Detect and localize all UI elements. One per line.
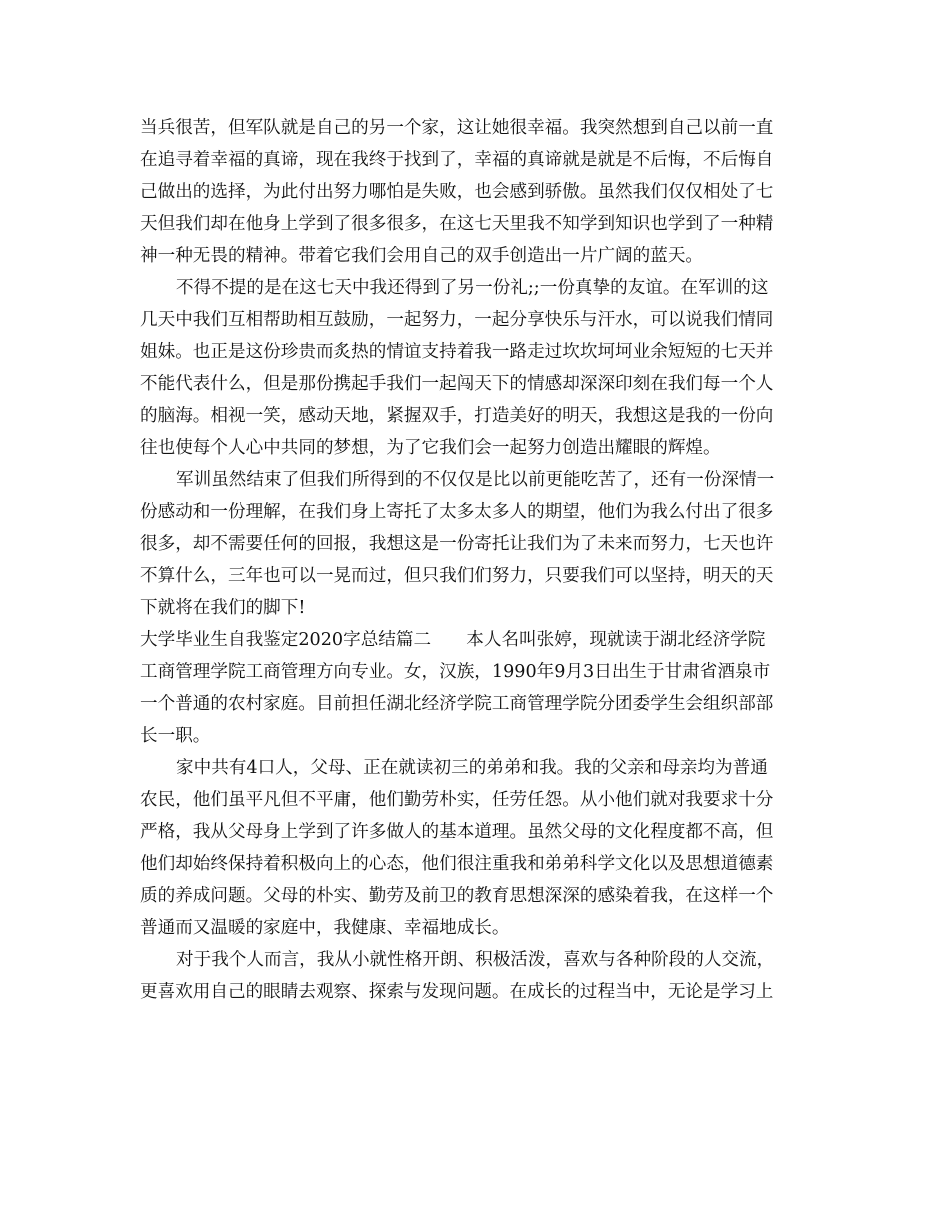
text-line: 在追寻着幸福的真谛，现在我终于找到了，幸福的真谛就是就是不后悔，不后悔自 (140, 150, 774, 170)
text-line: 的脑海。相视一笑，感动天地，紧握双手，打造美好的明天，我想这是我的一份向 (140, 406, 774, 426)
document-body (140, 112, 812, 1008)
text-line: 农民，他们虽平凡但不平庸，他们勤劳朴实，任劳任怨。从小他们就对我要求十分 (140, 790, 774, 810)
text-line: 姐妹。也正是这份珍贵而炙热的情谊支持着我一路走过坎坎坷坷业余短短的七天并 (140, 342, 774, 362)
text-line: 份感动和一份理解，在我们身上寄托了太多太多人的期望，他们为我么付出了很多 (140, 502, 774, 522)
text-line: 一个普通的农村家庭。目前担任湖北经济学院工商管理学院分团委学生会组织部部 (140, 694, 774, 714)
text-line: 普通而又温暖的家庭中，我健康、幸福地成长。 (140, 918, 510, 938)
text-line: 他们却始终保持着积极向上的心态，他们很注重我和弟弟科学文化以及思想道德素 (140, 854, 774, 874)
text-line: 下就将在我们的脚下! (140, 598, 306, 618)
text-line: 神一种无畏的精神。带着它我们会用自己的双手创造出一片广阔的蓝天。 (140, 246, 704, 266)
text-line: 不能代表什么，但是那份携起手我们一起闯天下的情感却深深印刻在我们每一个人 (140, 374, 774, 394)
text-line: 很多，却不需要任何的回报，我想这是一份寄托让我们为了未来而努力，七天也许 (140, 534, 774, 554)
paragraph-start-line: 军训虽然结束了但我们所得到的不仅仅是比以前更能吃苦了，还有一份深情一 (176, 470, 775, 490)
paragraph-start-line: 对于我个人而言，我从小就性格开朗、积极活泼，喜欢与各种阶段的人交流， (176, 950, 775, 970)
text-line: 不算什么，三年也可以一晃而过，但只我们们努力，只要我们可以坚持，明天的天 (140, 566, 774, 586)
paragraph-start-line: 不得不提的是在这七天中我还得到了另一份礼;;一份真挚的友谊。在军训的这 (176, 278, 769, 298)
text-line: 当兵很苦，但军队就是自己的另一个家，这让她很幸福。我突然想到自己以前一直 (140, 118, 774, 138)
text-line: 工商管理学院工商管理方向专业。女，汉族，1990年9月3日出生于甘肃省酒泉市 (140, 662, 771, 682)
text-line: 己做出的选择，为此付出努力哪怕是失败，也会感到骄傲。虽然我们仅仅相处了七 (140, 182, 774, 202)
text-line: 天但我们却在他身上学到了很多很多，在这七天里我不知学到知识也学到了一种精 (140, 214, 774, 234)
paragraph-start-line: 家中共有4口人，父母、正在就读初三的弟弟和我。我的父亲和母亲均为普通 (176, 758, 768, 778)
section-heading-line: 大学毕业生自我鉴定2020字总结篇二 本人名叫张婷，现就读于湖北经济学院 (140, 630, 766, 650)
text-line: 更喜欢用自己的眼睛去观察、探索与发现问题。在成长的过程当中，无论是学习上 (140, 982, 774, 1002)
text-line: 往也使每个人心中共同的梦想，为了它我们会一起努力创造出耀眼的辉煌。 (140, 438, 721, 458)
text-line: 严格，我从父母身上学到了许多做人的基本道理。虽然父母的文化程度都不高，但 (140, 822, 774, 842)
text-line: 长一职。 (140, 726, 211, 746)
text-line: 几天中我们互相帮助相互鼓励，一起努力，一起分享快乐与汗水，可以说我们情同 (140, 310, 774, 330)
text-line: 质的养成问题。父母的朴实、勤劳及前卫的教育思想深深的感染着我，在这样一个 (140, 886, 774, 906)
